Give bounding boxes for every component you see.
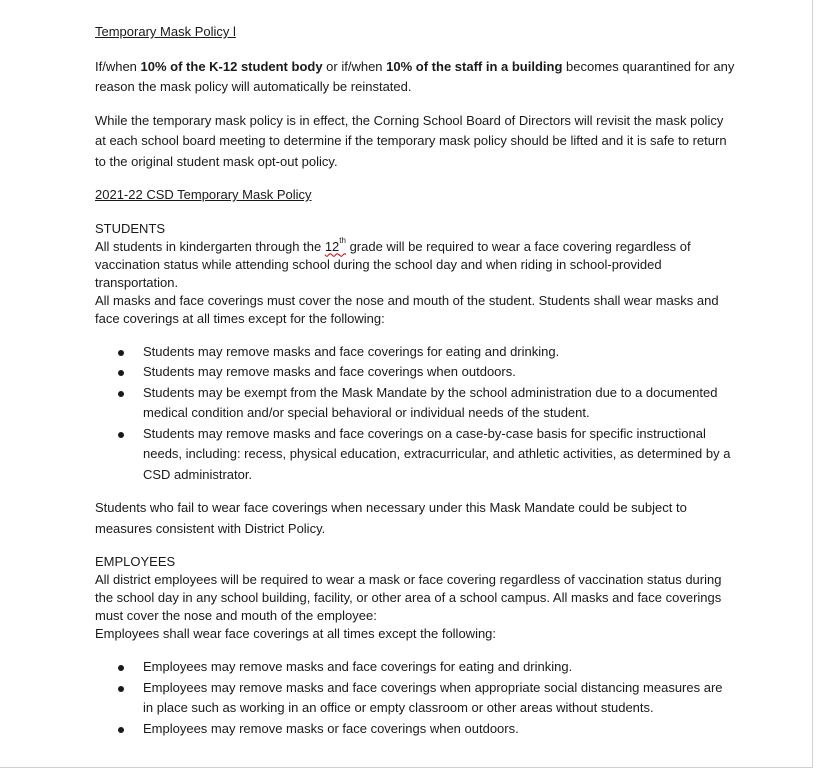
- students-heading: STUDENTS: [95, 220, 166, 236]
- board-review-paragraph: While the temporary mask policy is in effect, the Corning School Board of Directors will revisit the mask policy at each school board meeting to determine if the temporary mask policy should be lifted and it is safe to return to the original student mask opt-out policy.: [95, 112, 727, 169]
- text-run: becomes quarantined for any reason the mask policy will automatically be reinstated.: [95, 58, 735, 94]
- list-item: Employees may remove masks and face coverings when appropriate social distancing measures are in place such as working in an office or empty classroom or other areas without students.: [95, 678, 735, 719]
- list-item: Students may remove masks and face coverings on a case-by-case basis for specific instructional needs, including: recess, physical education, extracurricular, and athletic activities, as determined by a CSD administrator.: [95, 424, 735, 486]
- bold-run-staff: 10% of the staff in a building: [386, 58, 563, 74]
- list-item: Employees may remove masks and face coverings for eating and drinking.: [95, 657, 735, 678]
- list-item: Employees may remove masks or face coverings when outdoors.: [95, 719, 735, 740]
- students-requirement: [95, 238, 735, 292]
- employees-exceptions-intro: Employees shall wear face coverings at all times except the following:: [95, 626, 497, 641]
- grade-number: 12: [324, 238, 340, 254]
- list-item: Students may remove masks and face coverings for eating and drinking.: [95, 342, 735, 363]
- employees-heading: EMPLOYEES: [95, 554, 176, 569]
- list-item: Students may be exempt from the Mask Mandate by the school administration due to a documented medical condition and/or special behavioral or individual needs of the student.: [95, 383, 735, 424]
- employees-section: [95, 553, 735, 643]
- employees-exception-list: [95, 657, 735, 739]
- students-exception-list: [95, 342, 735, 486]
- list-item: Students may remove masks and face coverings when outdoors.: [95, 362, 735, 383]
- employees-requirement: All district employees will be required to wear a mask or face covering regardless of vaccination status during the school day in any school building, facility, or other area of a school campus. All masks and face coverings must cover the nose and mouth of the employee:: [95, 572, 722, 623]
- document-body: [95, 22, 735, 739]
- text-run: or if/when: [322, 58, 387, 74]
- policy-title: Temporary Mask Policy l: [95, 24, 236, 39]
- students-consequence-paragraph: Students who fail to wear face coverings when necessary under this Mask Mandate could be subject to measures consistent with District Policy.: [95, 500, 687, 536]
- text-run: All students in kindergarten through the: [95, 238, 325, 254]
- grade-suffix: th: [339, 236, 346, 246]
- text-run: If/when: [95, 58, 141, 74]
- text-run: grade will be required to wear a face covering regardless of vaccination status while attending school during the school day and when riding in school-provided transportation.: [95, 238, 691, 290]
- students-section: [95, 220, 735, 328]
- reinstatement-paragraph: [95, 57, 735, 98]
- policy-subtitle: 2021-22 CSD Temporary Mask Policy: [95, 187, 312, 202]
- students-coverage-paragraph: All masks and face coverings must cover the nose and mouth of the student. Students shall wear masks and face coverings at all times except for the following:: [95, 292, 719, 326]
- bold-run-student-body: 10% of the K-12 student body: [140, 58, 323, 74]
- grade-ordinal: [324, 236, 346, 254]
